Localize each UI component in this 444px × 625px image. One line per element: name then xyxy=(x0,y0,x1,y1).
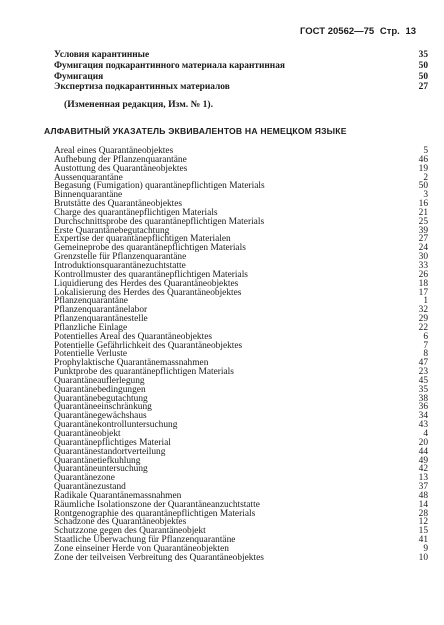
page-label: Стр. xyxy=(379,26,400,37)
index-term: Durchschnittsprobe des quarantänepflichtigen Materials xyxy=(54,216,265,227)
amendment-note: (Измененная редакция, Изм. № 1). xyxy=(64,99,214,110)
index-term: Quarantänegewächshaus xyxy=(54,411,147,422)
index-term: Staatliche Überwachung für Pflanzenquarantäne xyxy=(54,535,236,546)
index-number: 19 xyxy=(418,163,428,174)
index-number: 39 xyxy=(418,225,428,236)
index-row xyxy=(54,554,428,563)
index-number: 26 xyxy=(418,269,428,280)
index-term: Schadzone des Quarantäneobjektes xyxy=(54,517,187,528)
index-number: 18 xyxy=(418,278,428,289)
index-term: Quarantäneauflerlegung xyxy=(54,375,145,386)
index-number: 20 xyxy=(418,437,428,448)
index-term: Binnenquarantäne xyxy=(54,190,123,201)
index-number: 41 xyxy=(418,535,428,546)
index-term: Schutzzone gegen des Quarantäneobjekt xyxy=(54,526,206,537)
index-term: Aussenquarantäne xyxy=(54,172,123,183)
index-number: 4 xyxy=(423,429,428,439)
index-number: 21 xyxy=(418,207,428,218)
index-term: Фумигация подкарантинного материала карантинная xyxy=(54,60,285,71)
document-code: ГОСТ 20562—75 xyxy=(300,26,375,37)
index-term: Austottung des Quarantäneobjektes xyxy=(54,163,188,174)
index-number: 43 xyxy=(418,420,428,431)
index-number: 22 xyxy=(418,322,428,333)
index-row xyxy=(54,72,428,83)
index-row xyxy=(54,50,428,61)
index-number: 35 xyxy=(418,384,428,395)
index-number: 1 xyxy=(423,296,428,307)
index-number: 7 xyxy=(423,340,428,351)
index-term: Kontrollmuster des quarantänepflichtigen Materials xyxy=(54,269,248,280)
index-number: 10 xyxy=(418,552,428,563)
index-number: 34 xyxy=(418,411,428,422)
index-term: Punktprobe des quarantänepflichtigen Materials xyxy=(54,367,234,378)
index-term: Gemeineprobe des quarantänepflichtigen Materials xyxy=(54,243,246,254)
index-term: Условия карантинные xyxy=(54,50,150,60)
index-term: Pflanzliche Einlage xyxy=(54,322,128,333)
index-term: Liquidierung des Herdes des Quarantäneobjektes xyxy=(54,278,239,289)
index-term: Brutstätte des Quarantäneobjektes xyxy=(54,199,183,210)
index-term: Begasung (Fumigation) quarantänepflichtigen Materials xyxy=(54,181,265,192)
index-term: Quarantänezustand xyxy=(54,482,126,493)
index-term: Charge des quarantänepflichtigen Materials xyxy=(54,207,218,218)
index-number: 3 xyxy=(423,190,428,201)
index-number: 50 xyxy=(418,181,428,192)
index-term: Expertise der quarantänepflichtigen Materialen xyxy=(54,234,231,245)
index-number: 32 xyxy=(418,305,428,316)
index-number: 29 xyxy=(418,314,428,325)
index-term: Zone der teilveisen Verbreitung des Quarantäneobjektes xyxy=(54,552,264,563)
index-number: 28 xyxy=(418,508,428,519)
index-number: 6 xyxy=(423,331,428,342)
index-number: 9 xyxy=(423,543,428,554)
index-term: Prophylaktische Quarantänemassnahmen xyxy=(54,358,209,369)
index-number: 47 xyxy=(418,358,428,369)
index-number: 16 xyxy=(418,199,428,210)
index-number: 45 xyxy=(418,375,428,386)
index-term: Фумигация xyxy=(54,71,104,82)
index-term: Introduktionsquarantänezuchtstatte xyxy=(54,260,186,271)
index-term: Pflanzenquarantänelabor xyxy=(54,305,148,316)
index-term: Areal eines Quarantäneobjektes xyxy=(54,146,174,156)
index-number: 50 xyxy=(418,60,428,71)
index-row xyxy=(54,61,428,72)
index-number: 44 xyxy=(418,446,428,457)
index-number: 15 xyxy=(418,526,428,537)
index-term: Erste Quarantänebegutachtung xyxy=(54,225,170,236)
index-number: 5 xyxy=(423,146,428,156)
index-number: 27 xyxy=(418,82,428,93)
index-term: Grenzstelle für Pflanzenquarantäne xyxy=(54,252,187,263)
index-number: 13 xyxy=(418,473,428,484)
index-term: Quarantänebegutachtung xyxy=(54,393,148,404)
index-number: 8 xyxy=(423,349,428,360)
index-term: Aufhebung der Pflanzenquarantäne xyxy=(54,154,187,165)
index-term: Potentielles Areal des Quarantäneobjektes xyxy=(54,331,213,342)
index-row xyxy=(54,82,428,93)
index-number: 37 xyxy=(418,482,428,493)
index-number: 23 xyxy=(418,367,428,378)
index-term: Quarantänezone xyxy=(54,473,115,484)
index-term: Quarantänestandortverteilung xyxy=(54,446,166,457)
index-term: Räumliche Isolationszone der Quarantäneanzuchtstatte xyxy=(54,499,260,510)
index-number: 48 xyxy=(418,490,428,501)
index-number: 25 xyxy=(418,216,428,227)
german-index-list xyxy=(54,147,428,563)
index-number: 36 xyxy=(418,402,428,413)
index-term: Pflanzenquarantäne xyxy=(54,296,128,307)
index-number: 12 xyxy=(418,517,428,528)
index-term: Pflanzenquarantänestelle xyxy=(54,314,148,325)
index-number: 33 xyxy=(418,260,428,271)
index-term: Quarantänekontrolluntersuchung xyxy=(54,420,178,431)
index-number: 2 xyxy=(423,172,428,183)
russian-index-tail xyxy=(54,50,428,93)
index-number: 49 xyxy=(418,455,428,466)
index-term: Quarantänebedingungen xyxy=(54,384,146,395)
index-term: Quarantänetiefkuhlung xyxy=(54,455,141,466)
index-term: Potentielle Verluste xyxy=(54,349,127,360)
index-term: Rontgenographie des quarantänepflichtigen Materials xyxy=(54,508,256,519)
index-term: Zone einseiner Herde von Quarantäneobjekten xyxy=(54,543,229,554)
index-number: 38 xyxy=(418,393,428,404)
index-term: Экспертиза подкарантинных материалов xyxy=(54,82,230,93)
section-heading: АЛФАВИТНЫЙ УКАЗАТЕЛЬ ЭКВИВАЛЕНТОВ НА НЕМЕЦКОМ ЯЗЫКЕ xyxy=(44,126,347,136)
page-header xyxy=(300,26,430,37)
index-number: 46 xyxy=(418,154,428,165)
index-term: Potentielle Gefährlichkeit des Quarantäneobjektes xyxy=(54,340,243,351)
index-number: 27 xyxy=(418,234,428,245)
index-number: 42 xyxy=(418,464,428,475)
index-term: Lokalisierung des Herdes des Quarantäneobjektes xyxy=(54,287,242,298)
index-term: Quarantäneuntersuchung xyxy=(54,464,148,475)
index-term: Quarantäneeinschränkung xyxy=(54,402,152,413)
index-number: 35 xyxy=(418,50,428,60)
index-term: Radikale Quarantänemassnahmen xyxy=(54,490,182,501)
index-term: Quarantäneobjekt xyxy=(54,429,121,439)
index-number: 14 xyxy=(418,499,428,510)
index-number: 50 xyxy=(418,71,428,82)
index-number: 17 xyxy=(418,287,428,298)
index-number: 30 xyxy=(418,252,428,263)
page-number: 13 xyxy=(405,26,417,37)
index-number: 24 xyxy=(418,243,428,254)
index-term: Quarantänepflichtiges Material xyxy=(54,437,171,448)
